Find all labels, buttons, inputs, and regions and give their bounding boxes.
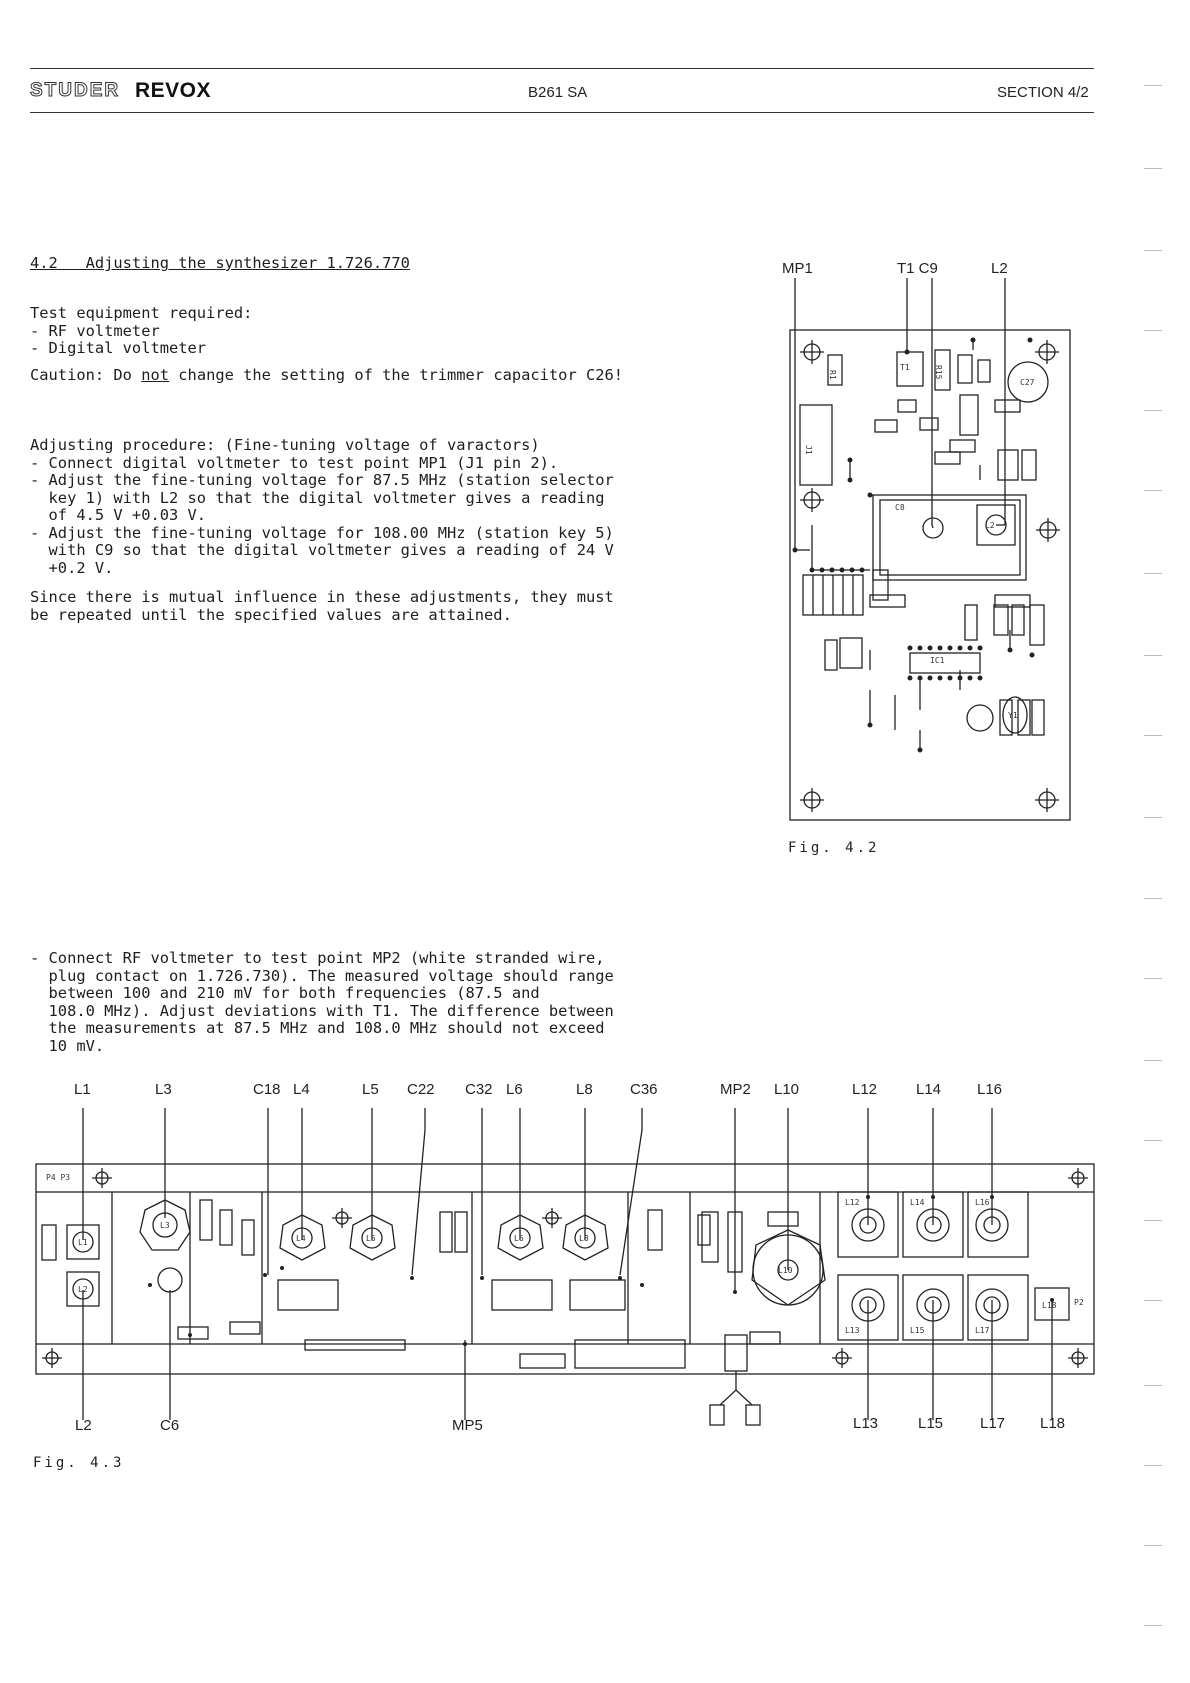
label-mp5: MP5: [452, 1417, 483, 1434]
rf-line: between 100 and 210 mV for both frequencies (87.5 and: [30, 984, 540, 1002]
procedure-line: of 4.5 V +0.03 V.: [30, 506, 207, 524]
label-l16: L16: [977, 1081, 1003, 1098]
label-l15: L15: [918, 1415, 944, 1432]
equipment-line: Test equipment required:: [30, 304, 253, 322]
svg-text:L3: L3: [160, 1221, 170, 1230]
brand-studer-logo: STUDER: [30, 80, 121, 101]
section-heading: 4.2 Adjusting the synthesizer 1.726.770: [30, 254, 410, 272]
svg-text:P4 P3: P4 P3: [46, 1173, 71, 1182]
if-board-diagram: [30, 1100, 1110, 1440]
label-l1: L1: [74, 1081, 91, 1098]
equipment-list: [30, 305, 252, 358]
svg-text:L6: L6: [514, 1234, 524, 1243]
procedure-line: - Adjust the fine-tuning voltage for 108.00 MHz (station key 5): [30, 523, 614, 542]
label-l3: L3: [155, 1081, 172, 1098]
svg-text:IC1: IC1: [930, 656, 945, 665]
label-c22: C22: [407, 1081, 435, 1098]
svg-text:L10: L10: [778, 1266, 793, 1275]
equipment-line: - Digital voltmeter: [30, 339, 207, 357]
svg-text:R1: R1: [828, 370, 837, 380]
procedure-line: Adjusting procedure: (Fine-tuning voltage of varactors): [30, 436, 540, 454]
label-mp1: MP1: [782, 260, 813, 277]
label-c32: C32: [465, 1081, 493, 1098]
svg-text:L4: L4: [296, 1234, 306, 1243]
synthesizer-board-diagram: [770, 270, 1080, 830]
svg-text:L18: L18: [1042, 1301, 1057, 1310]
header-top-rule: [30, 68, 1094, 69]
procedure-line: - Adjust the fine-tuning voltage for 87.5 MHz (station selector: [30, 471, 614, 489]
svg-text:T1: T1: [900, 363, 910, 372]
label-l17: L17: [980, 1415, 1006, 1432]
svg-text:L12: L12: [845, 1198, 860, 1207]
label-l4: L4: [293, 1081, 310, 1098]
procedure-line: with C9 so that the digital voltmeter gives a reading of 24 V: [30, 541, 614, 559]
model-number: B261 SA: [528, 84, 588, 101]
svg-text:R15: R15: [934, 365, 943, 380]
svg-text:L14: L14: [910, 1198, 925, 1207]
label-l6: L6: [506, 1081, 523, 1098]
brand-revox-logo: REVOX: [135, 79, 212, 102]
label-l14: L14: [916, 1081, 942, 1098]
figure-4-2-caption: Fig. 4.2: [788, 840, 880, 856]
label-l8: L8: [576, 1081, 593, 1098]
svg-text:L17: L17: [975, 1326, 990, 1335]
equipment-line: - RF voltmeter: [30, 321, 160, 340]
svg-text:L5: L5: [366, 1234, 376, 1243]
rf-voltmeter-procedure: [30, 950, 614, 1055]
procedure-line: - Connect digital voltmeter to test point MP1 (J1 pin 2).: [30, 453, 559, 472]
caution-note: Caution: Do not change the setting of the trimmer capacitor C26!: [30, 366, 624, 384]
svg-text:Y1: Y1: [1008, 711, 1018, 720]
svg-text:J1: J1: [804, 445, 813, 455]
svg-text:C27: C27: [1020, 378, 1035, 387]
label-l18: L18: [1040, 1415, 1066, 1432]
mounting-hole-icon: [800, 340, 824, 364]
note-line: Since there is mutual influence in these adjustments, they must: [30, 588, 614, 606]
label-l13: L13: [853, 1415, 879, 1432]
svg-text:C8: C8: [895, 503, 905, 512]
section-number: SECTION 4/2: [997, 84, 1089, 101]
label-l2: L2: [991, 260, 1008, 277]
note-line: be repeated until the specified values are attained.: [30, 605, 512, 624]
rf-line: 108.0 MHz). Adjust deviations with T1. The difference between: [30, 1001, 614, 1020]
label-c6: C6: [160, 1417, 180, 1434]
label-l5: L5: [362, 1081, 379, 1098]
label-l10: L10: [774, 1081, 800, 1098]
svg-text:P2: P2: [1074, 1298, 1084, 1307]
label-c36: C36: [630, 1081, 658, 1098]
svg-text:L8: L8: [579, 1234, 589, 1243]
label-l2: L2: [75, 1417, 92, 1434]
procedure-line: +0.2 V.: [30, 558, 114, 577]
svg-text:L2: L2: [985, 521, 995, 530]
procedure-text: [30, 437, 614, 577]
svg-text:L1: L1: [78, 1238, 88, 1247]
rf-line: the measurements at 87.5 MHz and 108.0 MHz should not exceed: [30, 1019, 605, 1037]
mutual-influence-note: [30, 589, 614, 624]
header-bottom-rule: [30, 112, 1094, 113]
label-l12: L12: [852, 1081, 878, 1098]
svg-text:L16: L16: [975, 1198, 990, 1207]
svg-text:L2: L2: [78, 1285, 88, 1294]
rf-line: - Connect RF voltmeter to test point MP2 (white stranded wire,: [30, 949, 605, 967]
rf-line: plug contact on 1.726.730). The measured voltage should range: [30, 966, 614, 985]
procedure-line: key 1) with L2 so that the digital voltmeter gives a reading: [30, 488, 605, 507]
rf-line: 10 mV.: [30, 1036, 105, 1055]
label-mp2: MP2: [720, 1081, 751, 1098]
figure-4-3-caption: Fig. 4.3: [33, 1455, 125, 1471]
label-t1-c9: T1 C9: [897, 260, 938, 277]
label-c18: C18: [253, 1081, 281, 1098]
svg-text:L13: L13: [845, 1326, 860, 1335]
svg-text:L15: L15: [910, 1326, 925, 1335]
